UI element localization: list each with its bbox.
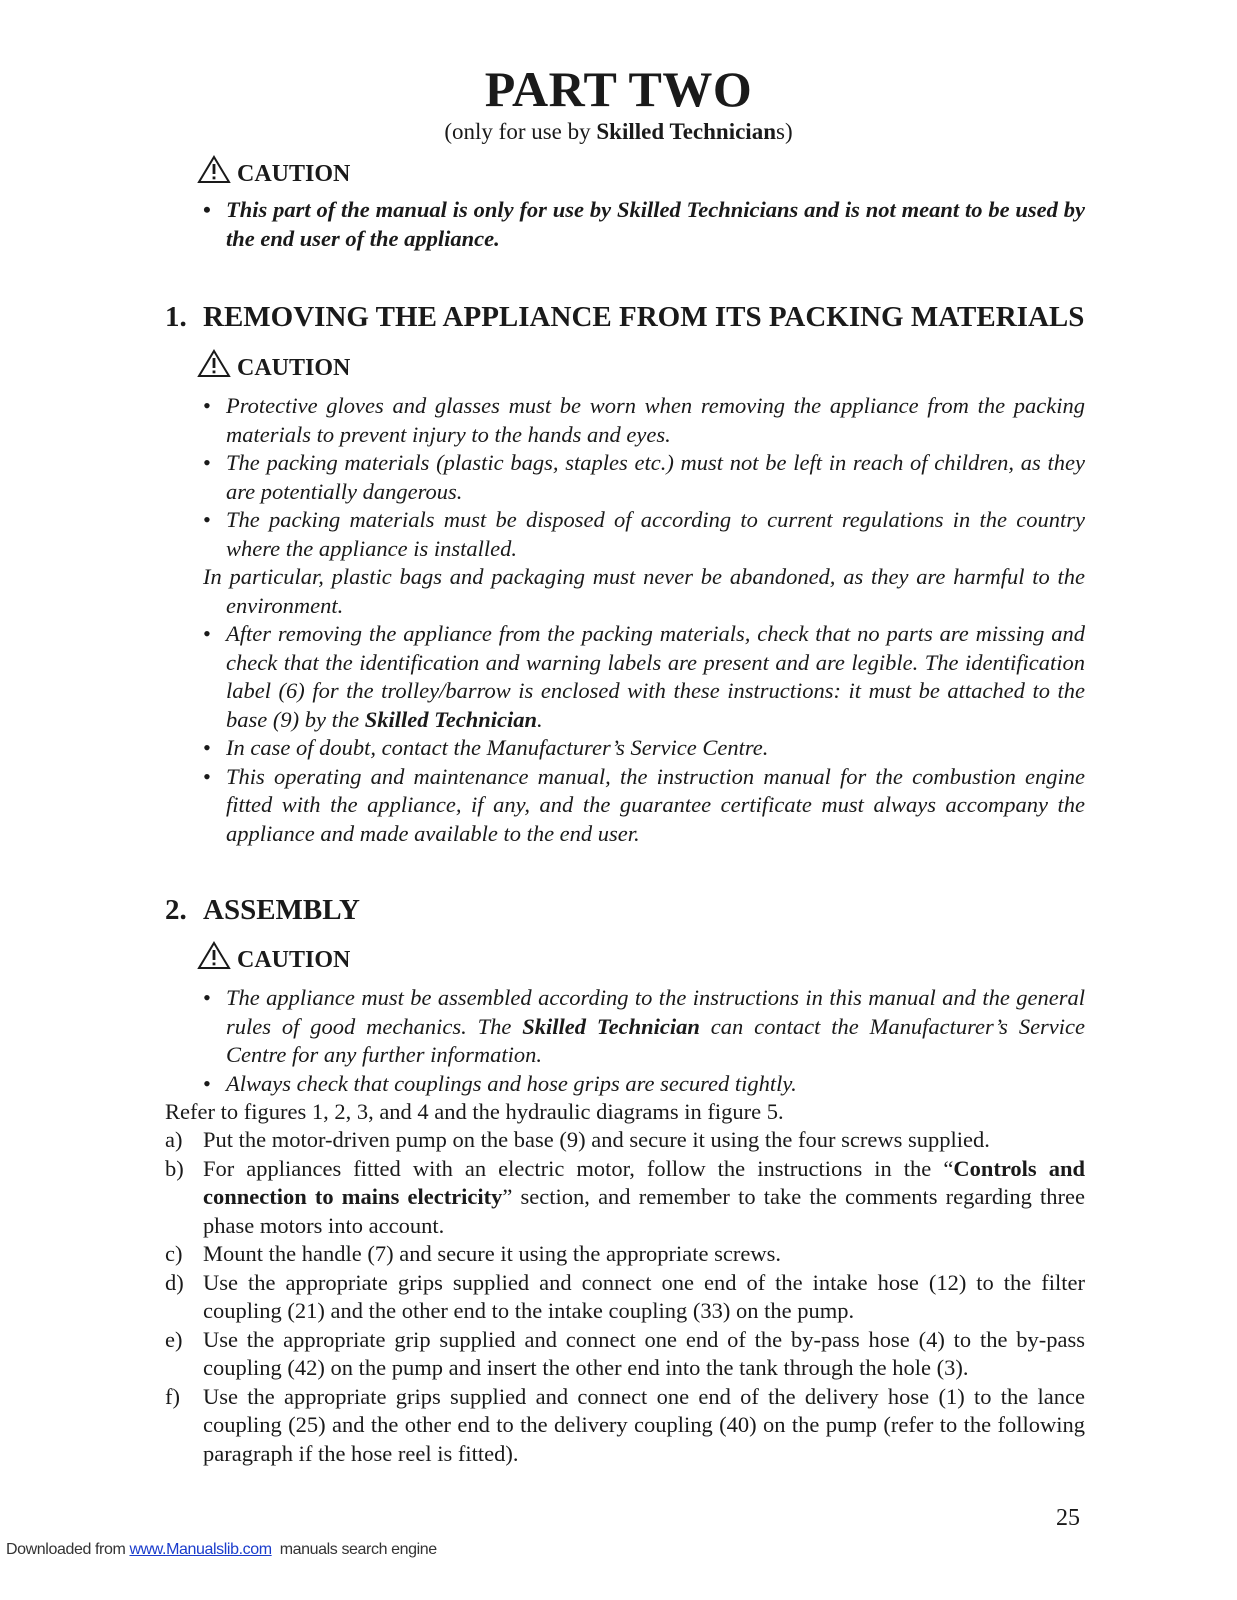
caution-heading: CAUTION xyxy=(197,948,350,972)
list-item: • The appliance must be assembled according to the instructions in this manual and the general rules of good mechanics. The Skilled Technician can contact the Manufacturer’s Service Centre for any further information. xyxy=(203,985,1086,1067)
step-item: f) Use the appropriate grips supplied and connect one end of the delivery hose (1) to the lance coupling (25) and the other end to the delivery coupling (40) on the pump (refer to the following paragraph if the hose reel is fitted). xyxy=(165,1383,1085,1466)
warning-triangle-icon xyxy=(197,941,231,970)
list-item: • Always check that couplings and hose grips are secured tightly. xyxy=(203,1070,797,1096)
warning-triangle-icon xyxy=(197,349,231,378)
warning-triangle-icon xyxy=(197,155,231,184)
step-item: b) For appliances fitted with an electric motor, follow the instructions in the “Controls and connection to mains electricity” section, and remember to take the comments regarding three phase motors into account. xyxy=(165,1155,1085,1238)
refer-paragraph: Refer to figures 1, 2, 3, and 4 and the hydraulic diagrams in figure 5. xyxy=(165,1099,784,1124)
list-item: • This part of the manual is only for use by Skilled Technicians and is not meant to be used by the end user of the appliance. xyxy=(203,197,1085,251)
caution-heading: CAUTION xyxy=(197,356,350,380)
section1-caution-list xyxy=(203,392,1085,848)
list-note: In particular, plastic bags and packaging must never be abandoned, as they are harmful to the environment. xyxy=(203,564,1085,618)
caution-heading: CAUTION xyxy=(197,162,350,186)
page-number: 25 xyxy=(1056,1505,1080,1531)
list-item: • In case of doubt, contact the Manufacturer’s Service Centre. xyxy=(203,735,769,760)
list-item: • The packing materials (plastic bags, staples etc.) must not be left in reach of children, as they are potentially dangerous. xyxy=(203,450,1085,504)
list-item: • The packing materials must be disposed of according to current regulations in the country where the appliance is installed. xyxy=(203,507,1085,561)
page-title: PART TWO xyxy=(484,61,753,117)
assembly-steps xyxy=(165,1126,1085,1468)
step-item: d) Use the appropriate grips supplied and connect one end of the intake hose (12) to the filter coupling (21) and the other end to the intake coupling (33) on the pump. xyxy=(165,1269,1085,1323)
list-item: • Protective gloves and glasses must be worn when removing the appliance from the packing materials to prevent injury to the hands and eyes. xyxy=(203,393,1085,447)
list-item: • This operating and maintenance manual, the instruction manual for the combustion engine fitted with the appliance, if any, and the guarantee certificate must always accompany the appliance and made available to the end user. xyxy=(203,763,1085,846)
section-heading: 2. ASSEMBLY xyxy=(165,894,360,926)
step-item: c) Mount the handle (7) and secure it using the appropriate screws. xyxy=(165,1241,781,1266)
manualslib-link[interactable]: www.Manualslib.com xyxy=(129,1541,272,1558)
step-item: e) Use the appropriate grip supplied and connect one end of the by-pass hose (4) to the by-pass coupling (42) on the pump and insert the other end into the tank through the hole (3). xyxy=(165,1326,1085,1380)
section-heading: 1. REMOVING THE APPLIANCE FROM ITS PACKING MATERIALS xyxy=(165,301,1085,333)
section2-caution-list xyxy=(203,984,1085,1098)
intro-caution-list xyxy=(203,196,1085,253)
page-subtitle: (only for use by Skilled Technicians) xyxy=(444,119,793,144)
download-footer: Downloaded from www.Manualslib.com manuals search engine xyxy=(6,1541,437,1558)
list-item: • After removing the appliance from the packing materials, check that no parts are missing and check that the identification and warning labels are present and are legible. The identification label (6) for the trolley/barrow is enclosed with these instructions: it must be attached to the base (9) by the Skilled Technician. xyxy=(203,621,1085,732)
step-item: a) Put the motor-driven pump on the base (9) and secure it using the four screws supplied. xyxy=(165,1127,990,1152)
